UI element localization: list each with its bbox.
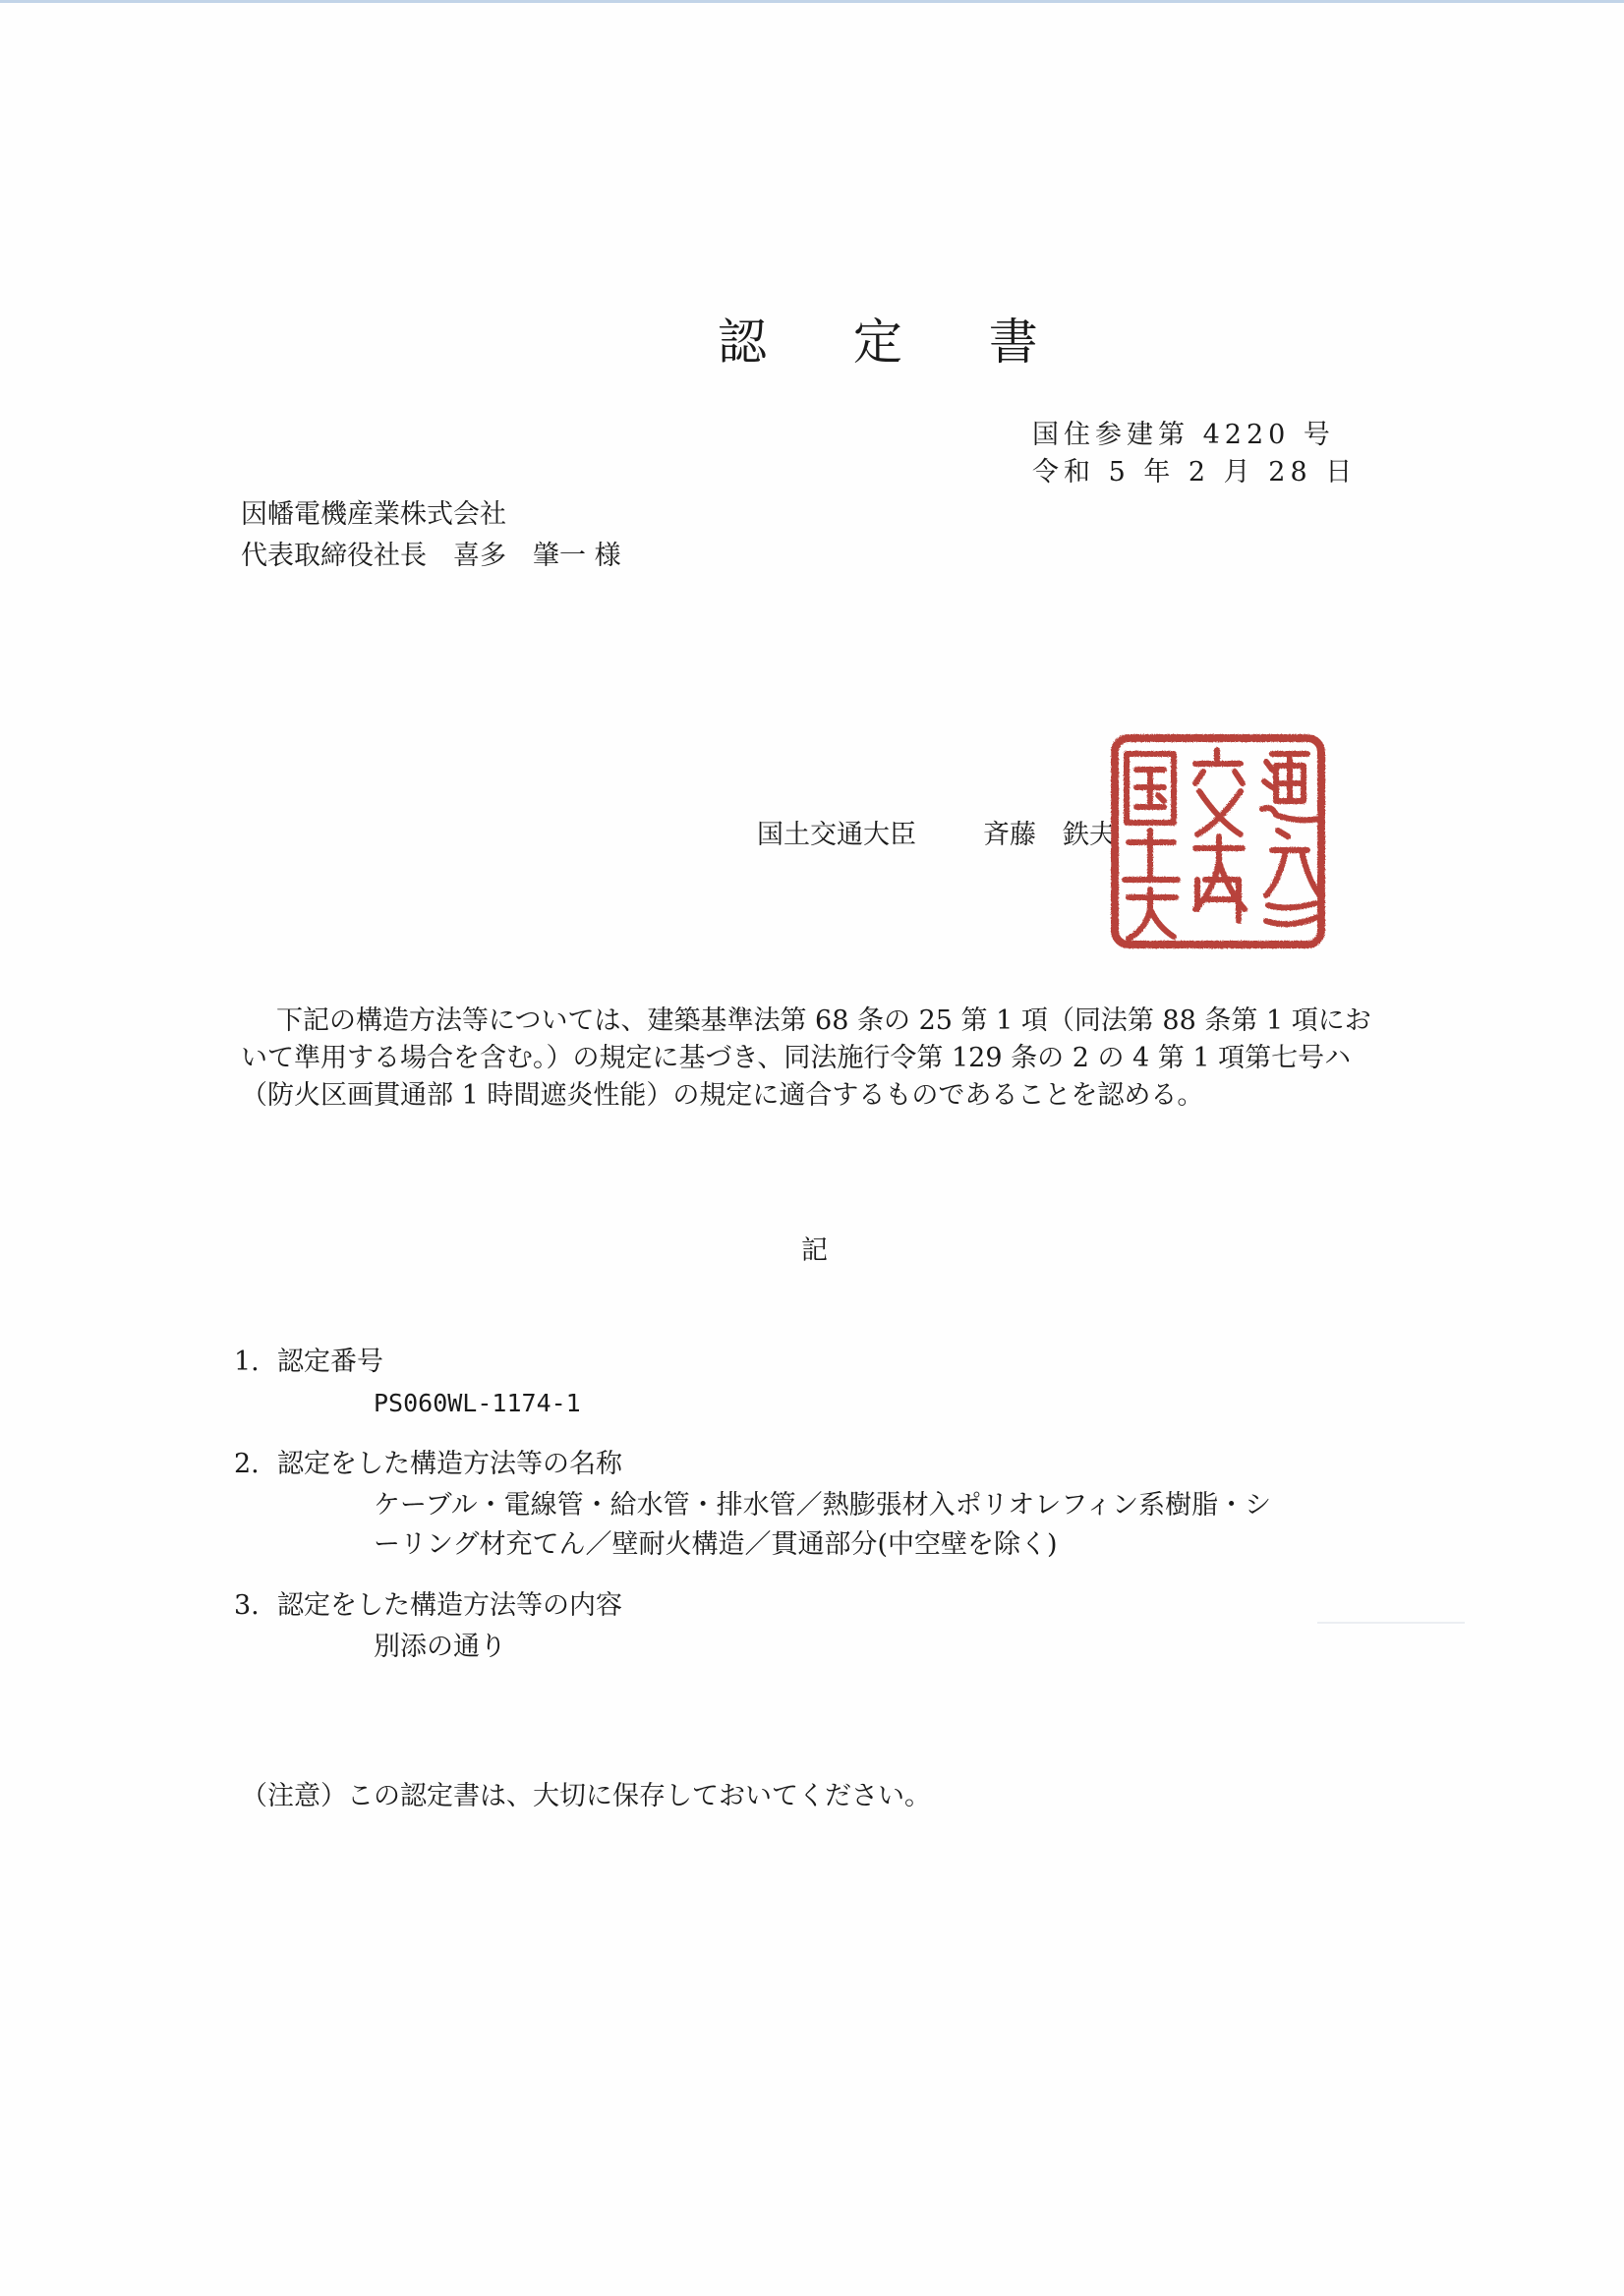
scan-blemish: [1317, 1622, 1465, 1624]
document-title: 認 定 書: [718, 314, 1073, 371]
method-name-line: ケーブル・電線管・給水管・排水管／熱膨張材入ポリオレフィン系樹脂・シ: [374, 1490, 1272, 1521]
ki-heading: 記: [801, 1235, 828, 1266]
method-name-line: ーリング材充てん／壁耐火構造／貫通部分(中空壁を除く): [374, 1529, 1058, 1560]
item-heading-method-content: 認定をした構造方法等の内容: [277, 1590, 622, 1621]
method-content-value: 別添の通り: [374, 1632, 506, 1662]
statement-line: （防火区画貫通部 1 時間遮炎性能）の規定に適合するものであることを認める。: [241, 1080, 1204, 1111]
scan-edge-line: [0, 0, 1624, 3]
document-number: 国住参建第 4220 号: [1032, 420, 1335, 450]
item-heading-certification-number: 認定番号: [277, 1347, 383, 1377]
issuer-title: 国土交通大臣: [757, 820, 916, 850]
certification-statement: [241, 1003, 1391, 1115]
statement-line: いて準用する場合を含む。）の規定に基づき、同法施行令第 129 条の 2 の 4 第 1 項第七号ハ: [241, 1043, 1352, 1073]
recipient-company: 因幡電機産業株式会社: [241, 499, 506, 530]
item-number: 2.: [234, 1449, 260, 1479]
document-date: 令和 5 年 2 月 28 日: [1032, 457, 1358, 488]
item-number: 1.: [234, 1347, 260, 1377]
item-number: 3.: [234, 1590, 260, 1621]
official-seal: [1109, 732, 1327, 950]
recipient-name: 代表取締役社長 喜多 肇一 様: [241, 541, 621, 571]
statement-line: 下記の構造方法等については、建築基準法第 68 条の 25 第 1 項（同法第 88 条第 1 項にお: [276, 1005, 1371, 1036]
item-heading-method-name: 認定をした構造方法等の名称: [277, 1449, 622, 1479]
issuer-name: 斉藤 鉄夫: [983, 820, 1116, 850]
caution-note: （注意）この認定書は、大切に保存しておいてください。: [241, 1781, 931, 1811]
certification-number-value: PS060WL-1174-1: [374, 1389, 581, 1417]
